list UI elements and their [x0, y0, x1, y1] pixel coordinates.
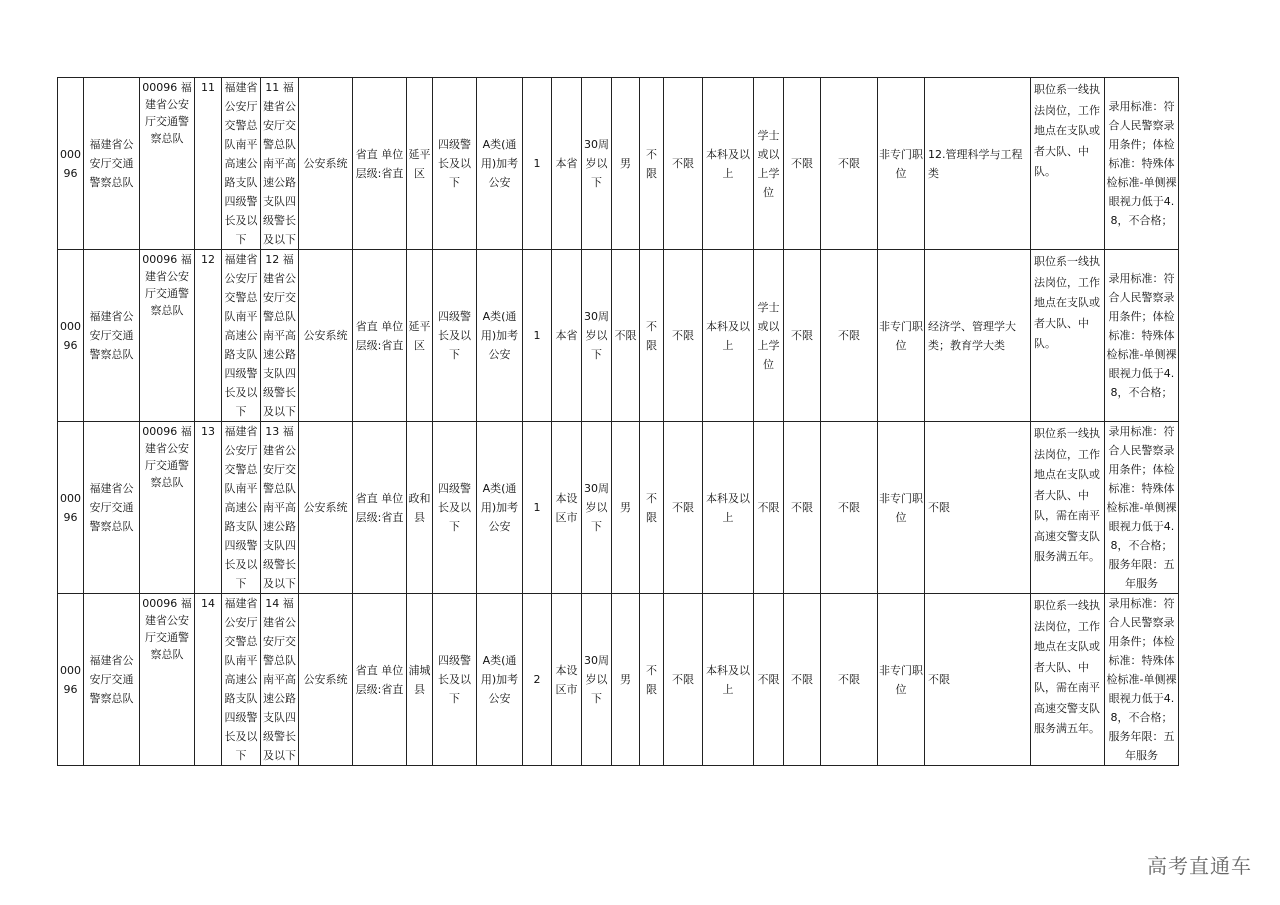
- cell-education: 本科及以上: [703, 422, 754, 594]
- cell-requirement: 不限: [821, 78, 878, 250]
- cell-sequence: 12: [195, 250, 222, 422]
- cell-remarks: 职位系一线执法岗位，工作地点在支队或者大队、中队。: [1031, 78, 1105, 250]
- cell-system: 公安系统: [299, 78, 353, 250]
- table-body: [58, 78, 1179, 766]
- cell-sequence: 11: [195, 78, 222, 250]
- cell-household: 本省: [552, 78, 582, 250]
- cell-sequence: 13: [195, 422, 222, 594]
- cell-unit-name: 福建省公安厅交通警察总队: [84, 422, 140, 594]
- cell-unit-number: 00096: [58, 422, 84, 594]
- cell-remarks: 职位系一线执法岗位，工作地点在支队或者大队、中队。: [1031, 250, 1105, 422]
- cell-age: 30周岁以下: [582, 78, 612, 250]
- cell-household: 本设区市: [552, 594, 582, 766]
- cell-major: 不限: [925, 594, 1031, 766]
- cell-requirement: 不限: [784, 250, 821, 422]
- cell-requirement: 不限: [664, 422, 703, 594]
- cell-department: 福建省公安厅交警总队南平高速公路支队四级警长及以下: [222, 250, 261, 422]
- cell-education: 本科及以上: [703, 250, 754, 422]
- cell-requirement: 不限: [640, 250, 664, 422]
- cell-age: 30周岁以下: [582, 422, 612, 594]
- cell-recruit-count: 1: [523, 250, 552, 422]
- cell-region: 浦城县: [407, 594, 433, 766]
- cell-rank: 四级警长及以下: [433, 594, 477, 766]
- cell-special-position: 非专门职位: [878, 78, 925, 250]
- cell-region: 政和县: [407, 422, 433, 594]
- cell-requirement: 不限: [821, 422, 878, 594]
- cell-unit-code: 00096 福建省公安厅交通警察总队: [140, 250, 195, 422]
- cell-unit-level: 省直 单位层级:省直: [353, 78, 407, 250]
- cell-special-position: 非专门职位: [878, 594, 925, 766]
- cell-standards: 录用标准：符合人民警察录用条件；体检标准：特殊体检标准-单侧裸眼视力低于4.8，不合格；服务年限：五年服务: [1105, 594, 1179, 766]
- cell-gender: 男: [612, 78, 640, 250]
- cell-education: 本科及以上: [703, 594, 754, 766]
- cell-rank: 四级警长及以下: [433, 422, 477, 594]
- cell-position-code: 12 福建省公安厅交警总队南平高速公路支队四级警长及以下: [261, 250, 299, 422]
- cell-major: 12.管理科学与工程类: [925, 78, 1031, 250]
- table-row: [58, 594, 1179, 766]
- table-row: [58, 250, 1179, 422]
- cell-special-position: 非专门职位: [878, 422, 925, 594]
- cell-region: 延平区: [407, 78, 433, 250]
- cell-household: 本设区市: [552, 422, 582, 594]
- cell-gender: 男: [612, 422, 640, 594]
- cell-household: 本省: [552, 250, 582, 422]
- cell-standards: 录用标准：符合人民警察录用条件；体检标准：特殊体检标准-单侧裸眼视力低于4.8，不合格；: [1105, 250, 1179, 422]
- cell-degree: 不限: [754, 594, 784, 766]
- table-row: [58, 78, 1179, 250]
- cell-requirement: 不限: [640, 78, 664, 250]
- cell-unit-code: 00096 福建省公安厅交通警察总队: [140, 594, 195, 766]
- cell-standards: 录用标准：符合人民警察录用条件；体检标准：特殊体检标准-单侧裸眼视力低于4.8，不合格；服务年限：五年服务: [1105, 422, 1179, 594]
- cell-degree: 学士或以上学位: [754, 78, 784, 250]
- recruitment-table: [57, 77, 1179, 766]
- cell-system: 公安系统: [299, 594, 353, 766]
- cell-system: 公安系统: [299, 250, 353, 422]
- cell-unit-level: 省直 单位层级:省直: [353, 422, 407, 594]
- cell-age: 30周岁以下: [582, 594, 612, 766]
- cell-exam-type: A类(通用)加考公安: [477, 594, 523, 766]
- cell-rank: 四级警长及以下: [433, 250, 477, 422]
- cell-requirement: 不限: [821, 594, 878, 766]
- cell-unit-number: 00096: [58, 78, 84, 250]
- cell-requirement: 不限: [784, 78, 821, 250]
- cell-gender: 男: [612, 594, 640, 766]
- cell-rank: 四级警长及以下: [433, 78, 477, 250]
- cell-department: 福建省公安厅交警总队南平高速公路支队四级警长及以下: [222, 78, 261, 250]
- cell-requirement: 不限: [821, 250, 878, 422]
- cell-special-position: 非专门职位: [878, 250, 925, 422]
- cell-recruit-count: 2: [523, 594, 552, 766]
- cell-position-code: 13 福建省公安厅交警总队南平高速公路支队四级警长及以下: [261, 422, 299, 594]
- cell-remarks: 职位系一线执法岗位，工作地点在支队或者大队、中队，需在南平高速交警支队服务满五年。: [1031, 422, 1105, 594]
- cell-unit-name: 福建省公安厅交通警察总队: [84, 594, 140, 766]
- cell-position-code: 14 福建省公安厅交警总队南平高速公路支队四级警长及以下: [261, 594, 299, 766]
- cell-requirement: 不限: [640, 594, 664, 766]
- cell-unit-level: 省直 单位层级:省直: [353, 250, 407, 422]
- cell-unit-name: 福建省公安厅交通警察总队: [84, 250, 140, 422]
- cell-unit-level: 省直 单位层级:省直: [353, 594, 407, 766]
- cell-region: 延平区: [407, 250, 433, 422]
- cell-requirement: 不限: [784, 422, 821, 594]
- cell-requirement: 不限: [664, 594, 703, 766]
- cell-remarks: 职位系一线执法岗位，工作地点在支队或者大队、中队，需在南平高速交警支队服务满五年。: [1031, 594, 1105, 766]
- cell-major: 不限: [925, 422, 1031, 594]
- cell-unit-number: 00096: [58, 250, 84, 422]
- cell-degree: 不限: [754, 422, 784, 594]
- cell-education: 本科及以上: [703, 78, 754, 250]
- cell-gender: 不限: [612, 250, 640, 422]
- cell-requirement: 不限: [664, 78, 703, 250]
- cell-exam-type: A类(通用)加考公安: [477, 250, 523, 422]
- cell-requirement: 不限: [640, 422, 664, 594]
- cell-requirement: 不限: [664, 250, 703, 422]
- cell-department: 福建省公安厅交警总队南平高速公路支队四级警长及以下: [222, 422, 261, 594]
- cell-exam-type: A类(通用)加考公安: [477, 422, 523, 594]
- cell-department: 福建省公安厅交警总队南平高速公路支队四级警长及以下: [222, 594, 261, 766]
- watermark-text: 高考直通车: [1147, 854, 1252, 878]
- cell-recruit-count: 1: [523, 422, 552, 594]
- cell-unit-number: 00096: [58, 594, 84, 766]
- cell-recruit-count: 1: [523, 78, 552, 250]
- cell-system: 公安系统: [299, 422, 353, 594]
- cell-unit-name: 福建省公安厅交通警察总队: [84, 78, 140, 250]
- cell-age: 30周岁以下: [582, 250, 612, 422]
- cell-unit-code: 00096 福建省公安厅交通警察总队: [140, 422, 195, 594]
- cell-requirement: 不限: [784, 594, 821, 766]
- cell-standards: 录用标准：符合人民警察录用条件；体检标准：特殊体检标准-单侧裸眼视力低于4.8，不合格；: [1105, 78, 1179, 250]
- cell-unit-code: 00096 福建省公安厅交通警察总队: [140, 78, 195, 250]
- cell-position-code: 11 福建省公安厅交警总队南平高速公路支队四级警长及以下: [261, 78, 299, 250]
- cell-degree: 学士或以上学位: [754, 250, 784, 422]
- cell-sequence: 14: [195, 594, 222, 766]
- table-row: [58, 422, 1179, 594]
- cell-exam-type: A类(通用)加考公安: [477, 78, 523, 250]
- cell-major: 经济学、管理学大类；教育学大类: [925, 250, 1031, 422]
